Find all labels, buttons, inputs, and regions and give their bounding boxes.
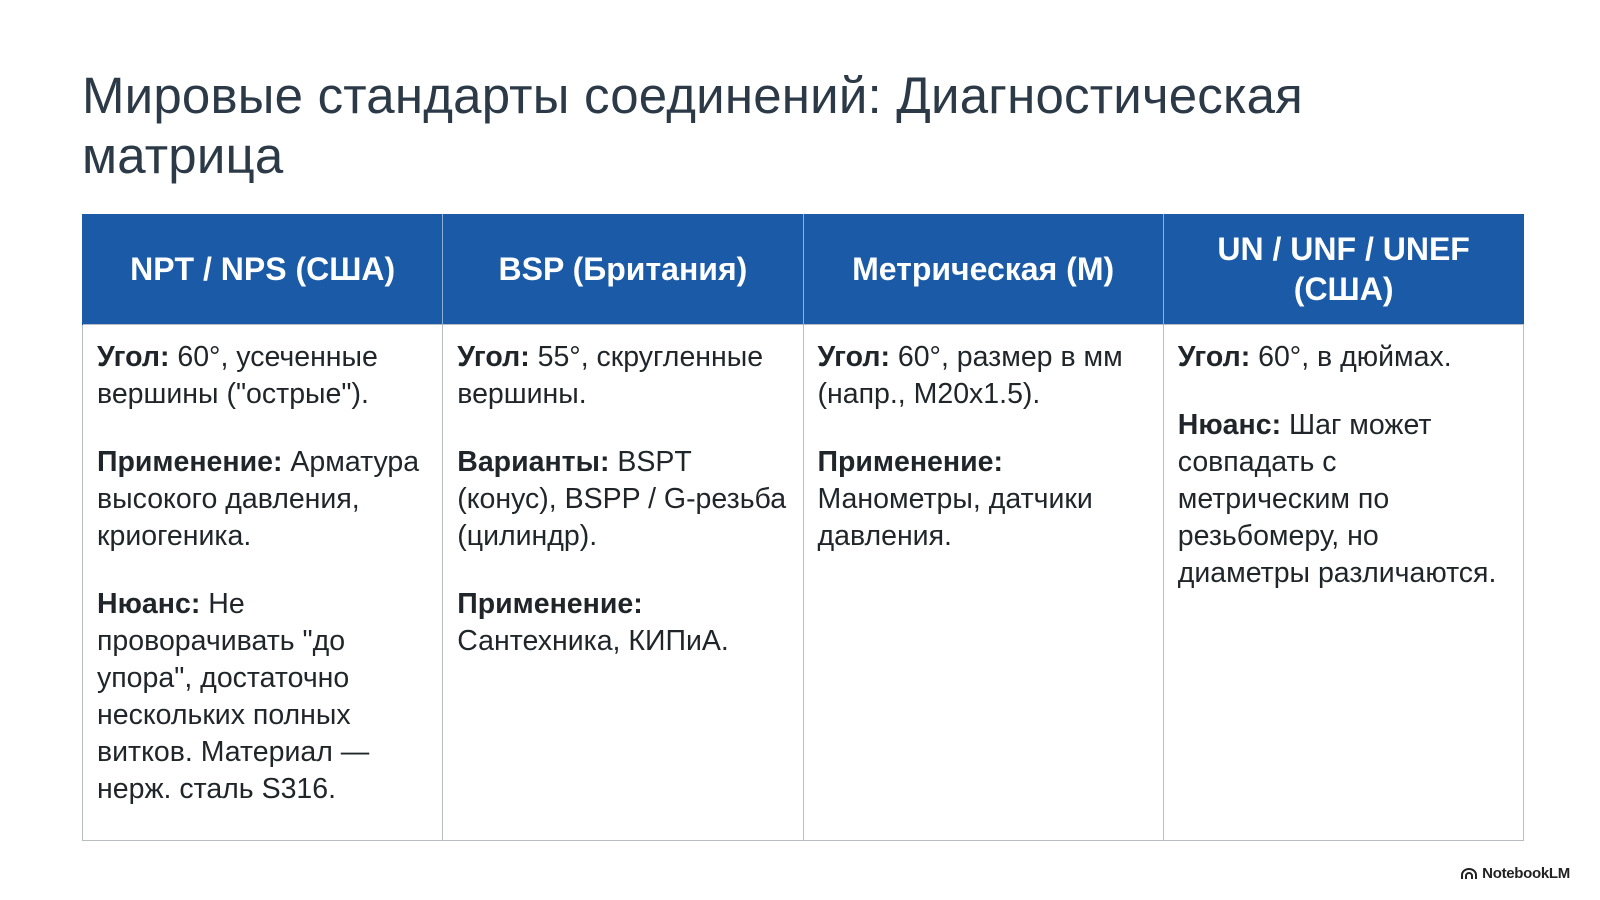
entry-label: Применение: bbox=[817, 446, 1003, 478]
entry-text: Манометры, датчики давления. bbox=[817, 483, 1093, 552]
column-header-un: UN / UNF / UNEF (США) bbox=[1163, 214, 1523, 325]
cell-entry bbox=[818, 444, 1149, 555]
table-cell-npt bbox=[83, 325, 443, 841]
entry-label: Применение: bbox=[457, 588, 643, 620]
column-header-npt: NPT / NPS (США) bbox=[83, 214, 443, 325]
entry-label: Угол: bbox=[1177, 341, 1251, 373]
column-header-metric: Метрическая (М) bbox=[803, 214, 1163, 325]
table-cell-bsp bbox=[443, 325, 803, 841]
entry-label: Угол: bbox=[97, 341, 170, 373]
table-cell-un bbox=[1163, 325, 1523, 841]
entry-text: 55°, скругленные вершины. bbox=[457, 341, 764, 410]
table-row bbox=[83, 325, 1524, 841]
cell-entry bbox=[1178, 339, 1509, 376]
entry-label: Нюанс: bbox=[97, 588, 201, 620]
entry-text: 60°, размер в мм (напр., M20x1.5). bbox=[817, 341, 1123, 410]
cell-entry bbox=[818, 339, 1149, 413]
cell-entry bbox=[457, 586, 788, 660]
notebooklm-brand bbox=[1461, 865, 1570, 882]
entry-label: Угол: bbox=[457, 341, 530, 373]
entry-label: Варианты: bbox=[457, 446, 610, 478]
cell-entry bbox=[97, 586, 428, 808]
entry-text: 60°, усеченные вершины ("острые"). bbox=[97, 341, 378, 410]
cell-entry bbox=[457, 339, 788, 413]
entry-label: Нюанс: bbox=[1177, 409, 1282, 441]
entry-text: Не проворачивать "до упора", достаточно нескольких полных витков. Материал — нерж. сталь S316. bbox=[97, 588, 370, 805]
brand-label: NotebookLM bbox=[1482, 865, 1570, 882]
cell-entry bbox=[97, 339, 428, 413]
entry-text: 60°, в дюймах. bbox=[1250, 341, 1452, 373]
entry-label: Угол: bbox=[817, 341, 890, 373]
entry-label: Применение: bbox=[97, 446, 283, 478]
entry-text: Шаг может совпадать с метрическим по резьбомеру, но диаметры различаются. bbox=[1177, 409, 1497, 589]
entry-text: Арматура высокого давления, криогеника. bbox=[97, 446, 420, 552]
table-cell-metric bbox=[803, 325, 1163, 841]
table-header-row bbox=[83, 214, 1524, 325]
notebooklm-logo-icon bbox=[1461, 868, 1477, 880]
cell-entry bbox=[457, 444, 788, 555]
entry-text: Сантехника, КИПиА. bbox=[457, 625, 729, 657]
page-title: Мировые стандарты соединений: Диагностическая матрица bbox=[82, 67, 1303, 184]
column-header-bsp: BSP (Британия) bbox=[443, 214, 803, 325]
entry-text: BSPT (конус), BSPP / G-резьба (цилиндр). bbox=[457, 446, 787, 552]
cell-entry bbox=[97, 444, 428, 555]
cell-entry bbox=[1178, 407, 1509, 592]
standards-matrix-table bbox=[82, 214, 1524, 841]
